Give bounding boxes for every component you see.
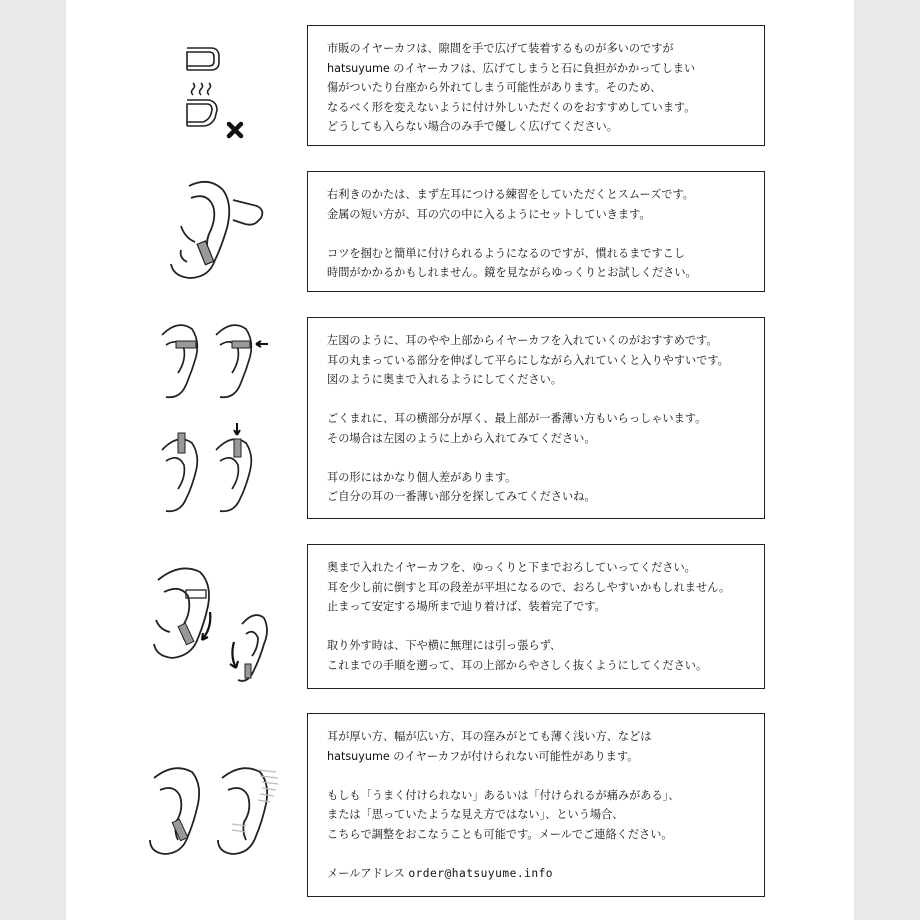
cuff-on-ear-icon [232, 341, 250, 348]
text-line: 耳の丸まっている部分を伸ばして平らにしながら入れていくと入りやすいです。 [327, 353, 729, 367]
text-line: 止まって安定する場所まで辿り着けば、装着完了です。 [327, 600, 606, 613]
ear-icon [238, 615, 267, 681]
text-line: 耳の形にはかなり個人差があります。 [327, 470, 517, 484]
text-line: こちらで調整をおこなうことも可能です。メールでご連絡ください。 [327, 827, 673, 841]
text-line: または「思っていたような見え方ではない」、という場合、 [327, 808, 624, 821]
text-line: hatsuyume のイヤーカフが付けられない可能性があります。 [327, 749, 639, 763]
email-label: メールアドレス [327, 866, 405, 880]
text-line: コツを掴むと簡単に付けられるようになるのですが、慣れるまですこし [327, 246, 686, 260]
cuff-on-ear-icon [178, 433, 185, 453]
text-line: ご自分の耳の一番薄い部分を探してみてくださいね。 [327, 490, 596, 503]
arrow-down-icon [234, 423, 240, 435]
info-box-5 [307, 713, 765, 897]
ear-icon [218, 768, 267, 854]
text-line: もしも「うまく付けられない」あるいは「付けられるが痛みがある」、 [327, 788, 680, 802]
text-line: 時間がかかるかもしれません。鏡を見ながらゆっくりとお試しください。 [327, 266, 697, 279]
cuff-on-ear-icon [234, 439, 241, 457]
info-box-1 [307, 25, 765, 146]
text-line: ごくまれに、耳の横部分が厚く、最上部が一番薄い方もいらっしゃいます。 [327, 412, 707, 425]
text-line: なるべく形を変えないように付け外しいただくのをおすすめしています。 [327, 100, 696, 114]
ear-icon [216, 325, 251, 397]
arrow-down-icon [230, 642, 238, 668]
cuff-on-ear-icon [245, 664, 251, 678]
thickness-shading-icon [232, 770, 278, 832]
text-line: 図のように奥まで入れるようにしてください。 [327, 373, 562, 386]
cuff-icon [233, 200, 262, 225]
info-box-3 [307, 317, 765, 519]
cuff-on-ear-icon [178, 623, 194, 645]
cuff-on-ear-icon [197, 241, 214, 265]
text-line: これまでの手順を遡って、耳の上部からやさしく抜くようにしてください。 [327, 658, 708, 672]
page [66, 0, 854, 920]
cuff-on-ear-icon [176, 341, 196, 348]
cuff-icon [187, 48, 219, 70]
text-line: hatsuyume のイヤーカフは、広げてしまうと石に負担がかかってしまい [327, 61, 696, 75]
info-box-2 [307, 171, 765, 292]
text-line: 耳が厚い方、幅が広い方、耳の窪みがとても薄く浅い方、などは [327, 730, 652, 743]
insertion-directions-illustration [152, 315, 282, 520]
bent-cuff-icon [187, 100, 217, 126]
text-line: どうしても入らない場合のみ手で優しく広げてください。 [327, 120, 618, 133]
heat-icon [192, 83, 211, 95]
text-line: 右利きのかたは、まず左耳につける練習をしていただくとスムーズです。 [327, 188, 694, 201]
left-ear-illustration [161, 176, 276, 288]
text-line: 取り外す時は、下や横に無理には引っ張らず、 [327, 639, 562, 652]
text-line: その場合は左図のように上から入れてみてください。 [327, 431, 596, 445]
ear-icon [154, 568, 209, 658]
info-box-4 [307, 544, 765, 689]
ear-icon [162, 325, 197, 397]
email-address[interactable]: order@hatsuyume.info [408, 866, 554, 880]
text-line: 市販のイヤーカフは、隙間を手で広げて装着するものが多いのですが [327, 42, 674, 55]
email-line [327, 864, 764, 884]
arrow-left-icon [256, 341, 268, 347]
slide-down-illustration [150, 560, 280, 700]
text-line: 金属の短い方が、耳の穴の中に入るようにセットしていきます。 [327, 207, 651, 221]
ear-icon [150, 768, 199, 854]
text-line: 奥まで入れたイヤーカフを、ゆっくりと下までおろしていってください。 [327, 561, 696, 574]
text-line: 傷がついたり台座から外れてしまう可能性があります。そのため、 [327, 81, 662, 94]
cross-icon [229, 124, 241, 136]
text-line: 左図のように、耳のやや上部からイヤーカフを入れていくのがおすすめです。 [327, 334, 718, 347]
thick-ear-illustration [146, 760, 286, 865]
text-line: 耳を少し前に倒すと耳の段差が平坦になるので、おろしやすいかもしれません。 [327, 580, 731, 594]
bent-cuff-warning-illustration [171, 40, 261, 150]
